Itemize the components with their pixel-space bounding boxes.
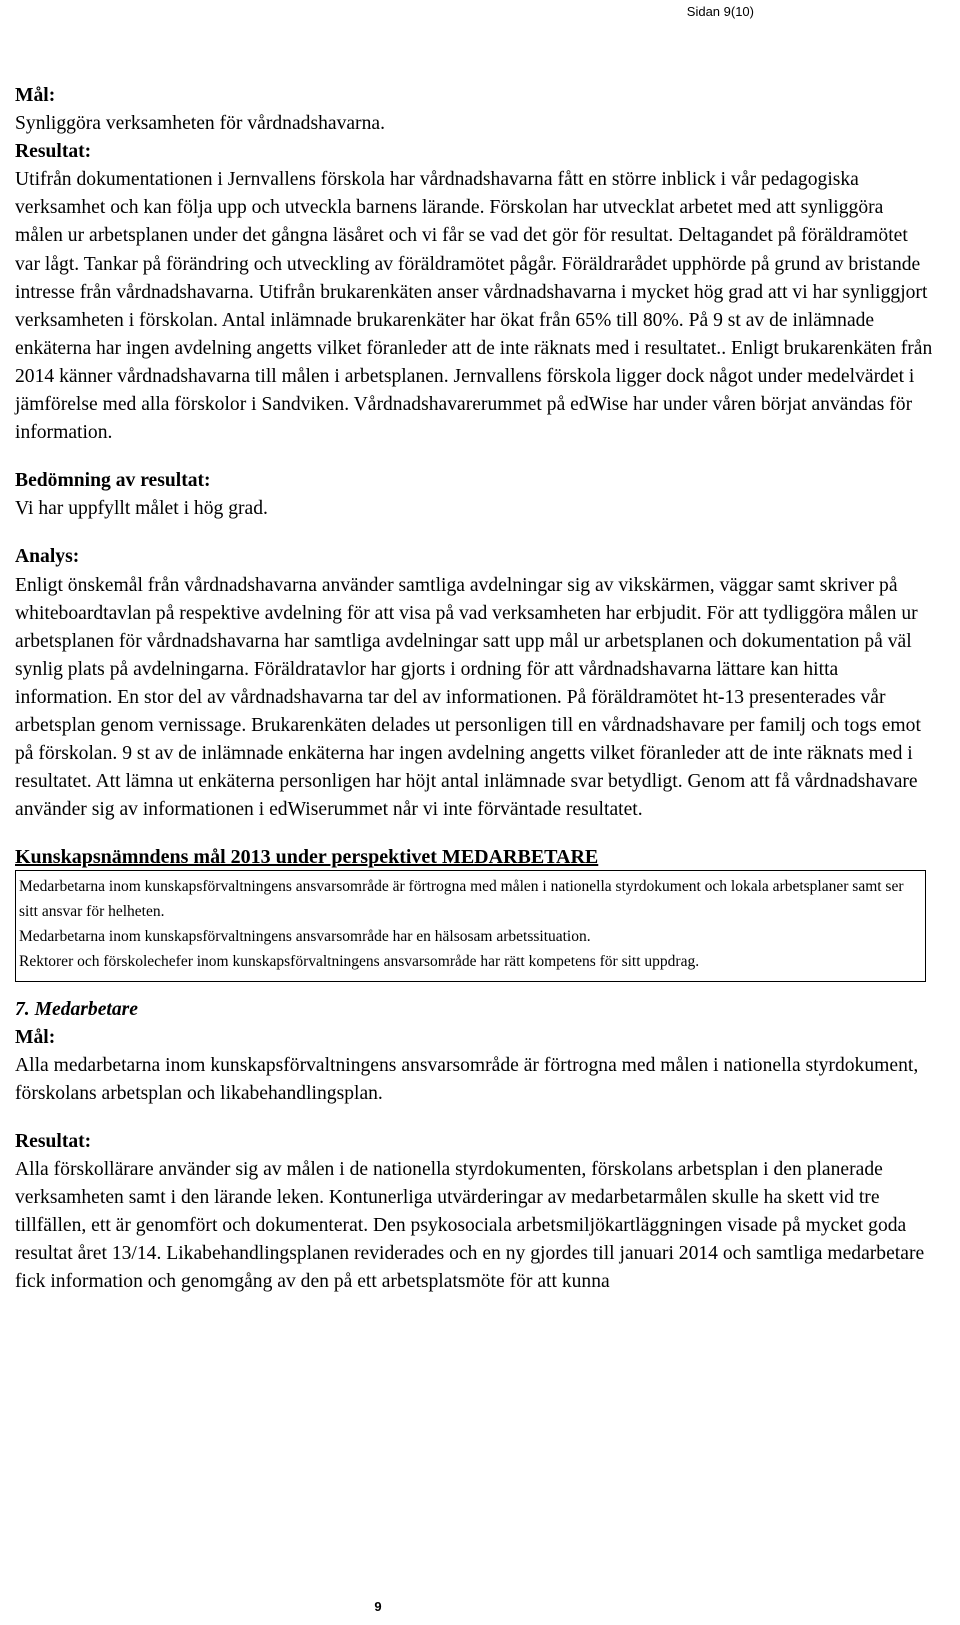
goal1-mal-text: Synliggöra verksamheten för vårdnadshavarna. xyxy=(15,113,385,135)
goal7-block xyxy=(15,996,935,1297)
goal1-bedomning-text: Vi har uppfyllt målet i hög grad. xyxy=(15,498,268,520)
document-body xyxy=(15,82,935,1296)
goal1-analys-label: Analys: xyxy=(15,546,80,568)
goal7-resultat-text: Alla förskollärare använder sig av målen i de nationella styrdokumenten, förskolans arbetsplan i den planerade verksamheten samt i den lärande leken. Kontunerliga utvärderingar av medarbetarmålen skulle ha skett vid tre tillfällen, ett är genomfört och dokumenterat. Den psykosociala arbetsmiljökartläggningen visade på mycket goda resultat året 13/14. Likabehandlingsplanen reviderades och en ny gjordes till januari 2014 och samtliga medarbetare fick information och genomgång av den på ett arbetsplatsmöte för att kunna xyxy=(15,1159,925,1293)
box-line: Medarbetarna inom kunskapsförvaltningens ansvarsområde är förtrogna med målen i nationella styrdokument och lokala arbetsplaner samt ser sitt ansvar för helheten. xyxy=(19,878,904,921)
page-number: 9 xyxy=(374,1599,382,1614)
box-line: Medarbetarna inom kunskapsförvaltningens ansvarsområde har en hälsosam arbetssituation. xyxy=(19,927,591,945)
goal1-bedomning-label: Bedömning av resultat: xyxy=(15,470,211,492)
goal7-resultat-label: Resultat: xyxy=(15,1130,92,1152)
goal7-mal-text: Alla medarbetarna inom kunskapsförvaltningens ansvarsområde är förtrogna med målen i nationella styrdokument, förskolans arbetsplan och likabehandlingsplan. xyxy=(15,1054,919,1104)
goal1-resultat-label: Resultat: xyxy=(15,141,92,163)
page-label: Sidan 9(10) xyxy=(686,4,754,19)
page-header xyxy=(0,0,960,28)
goals-box xyxy=(15,870,926,981)
goal1-analys-text: Enligt önskemål från vårdnadshavarna använder samtliga avdelningar sig av vikskärmen, väggar samt skriver på whiteboardtavlan på respektive avdelning för att visa på vad verksamheten har erbjudit. För att tydliggöra målen ur arbetsplanen för vårdnadshavarna har samtliga avdelningar satt upp mål ur arbetsplanen och dokumentation på väl synlig plats på avdelningarna. Föräldratavlor har gjorts i ordning för att vårdnadshavarna lättare kan hitta information. En stor del av vårdnadshavarna tar del av informationen. På föräldramötet ht-13 presenterades vår arbetsplan genom vernissage. Brukarenkäten delades ut personligen till en vårdnadshavare per familj och togs emot på förskolan. 9 st av de inlämnade enkäterna har ingen avdelning angetts vilket föranleder att de inte räknats med i resultatet. Att lämna ut enkäterna personligen har höjt antal inlämnade svar betydligt. Genom att få vårdnadshavare använder sig av informationen i edWiserummet når vi inte förväntade resultatet. xyxy=(15,574,921,821)
goal1-block xyxy=(15,82,935,824)
box-line: Rektorer och förskolechefer inom kunskapsförvaltningens ansvarsområde har rätt kompetens för sitt uppdrag. xyxy=(19,952,700,970)
goal1-resultat-text: Utifrån dokumentationen i Jernvallens förskola har vårdnadshavarna fått en större inblick i vår pedagogiska verksamhet och kan följa upp och utveckla barnens lärande. Förskolan har utvecklat arbetet med att synliggöra målen ur arbetsplanen under det gångna läsåret och vi får se vad det gör för resultat. Deltagandet på föräldramötet var lågt. Tankar på förändring och utveckling av föräldramötet pågår. Föräldrarådet upphörde på grund av bristande intresse från vårdnadshavarna. Utifrån brukarenkäten anser vårdnadshavarna i mycket hög grad att vi har synliggjort verksamheten i förskolan. Antal inlämnade brukarenkäter har ökat från 65% till 80%. På 9 st av de inlämnade enkäterna har ingen avdelning angetts vilket föranleder att de inte räknats med i resultatet.. Enligt brukarenkäten från 2014 känner vårdnadshavarna till målen i arbetsplanen. Jernvallens förskola ligger dock något under medelvärdet i jämförelse med alla förskolor i Sandviken. Vårdnadshavarerummet på edWise har under våren börjat användas för information. xyxy=(15,169,933,444)
goal7-heading: 7. Medarbetare xyxy=(15,998,138,1020)
page-footer xyxy=(0,1599,960,1614)
goal1-mal-label: Mål: xyxy=(15,85,56,106)
section-title: Kunskapsnämndens mål 2013 under perspektivet MEDARBETARE xyxy=(15,846,599,869)
goal7-mal-label: Mål: xyxy=(15,1026,56,1048)
